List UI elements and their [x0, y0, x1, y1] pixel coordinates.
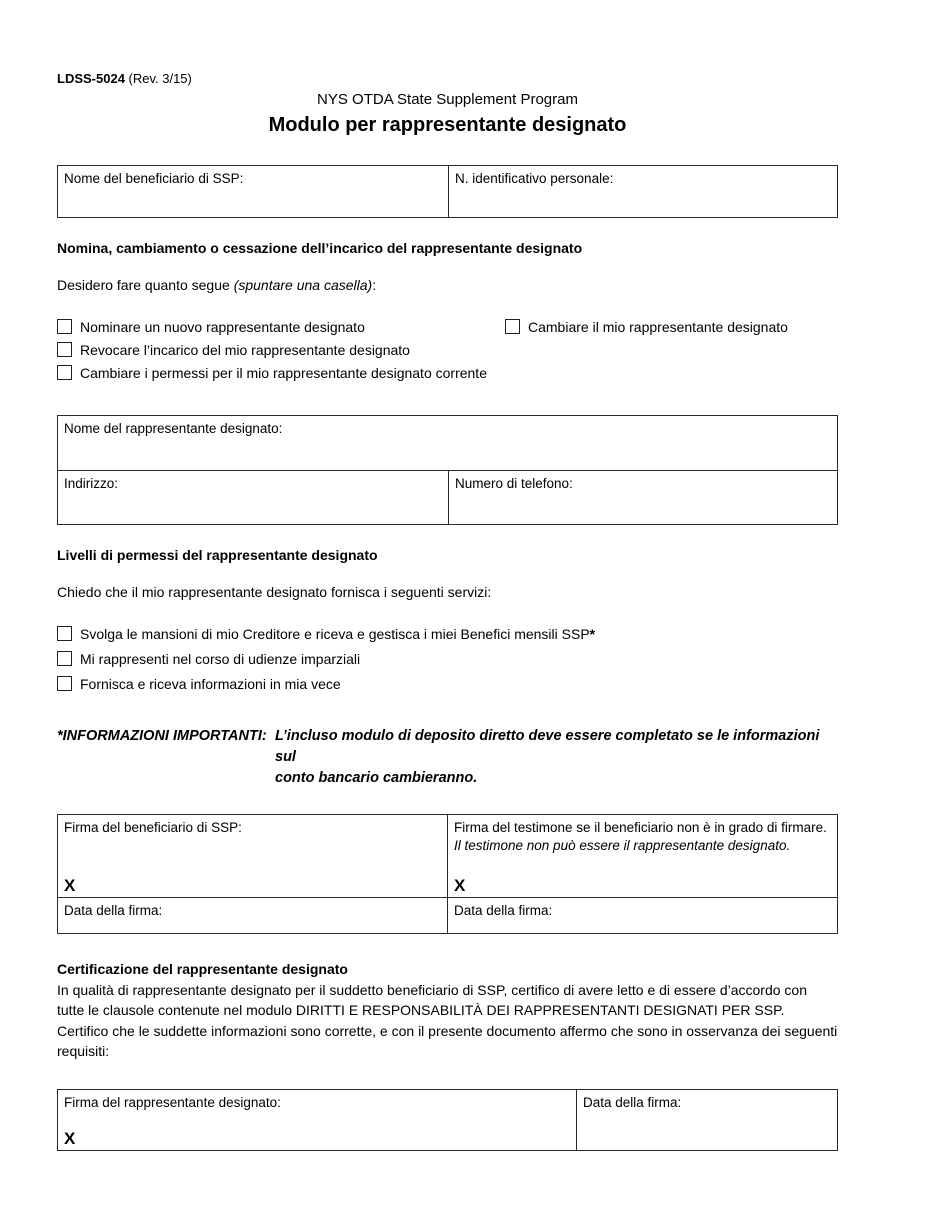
representative-signature-date-label: Data della firma: [583, 1094, 682, 1110]
beneficiary-name-field[interactable] [58, 166, 448, 217]
checkbox-cambiare-permessi[interactable] [57, 365, 72, 380]
important-note-label: *INFORMAZIONI IMPORTANTI: [57, 728, 267, 744]
certification-heading: Certificazione del rappresentante designato [57, 961, 348, 977]
option-cambiare-permessi [57, 364, 487, 382]
checkbox-nominare[interactable] [57, 319, 72, 334]
permissions-section-heading: Livelli di permessi del rappresentante designato [57, 547, 378, 563]
option-nominare [57, 318, 505, 336]
representative-signature-x-mark: X [64, 1128, 76, 1148]
appointment-intro-italic: (spuntare una casella) [233, 277, 373, 293]
option-cambiare-permessi-label: Cambiare i permessi per il mio rappresentante designato corrente [80, 365, 487, 381]
beneficiary-signature-x-mark: X [64, 876, 76, 895]
phone-label: Numero di telefono: [455, 476, 573, 491]
form-revision: (Rev. 3/15) [124, 71, 192, 86]
representative-signature-date-field[interactable] [576, 1090, 837, 1150]
important-note-text [275, 726, 838, 789]
page-title: Modulo per rappresentante designato [268, 114, 627, 136]
beneficiary-table [57, 165, 838, 218]
address-label: Indirizzo: [64, 476, 119, 491]
form-id: LDSS-5024 [57, 71, 125, 86]
checkbox-cambiare-rappresentante[interactable] [505, 319, 520, 334]
option-creditore-label [80, 625, 595, 643]
option-creditore [57, 625, 595, 643]
witness-label-regular: Firma del testimone se il beneficiario non è in grado di firmare. [454, 820, 827, 835]
checkbox-creditore[interactable] [57, 626, 72, 641]
representative-signature-field[interactable] [58, 1090, 576, 1150]
important-note-line2: conto bancario cambieranno. [275, 770, 478, 786]
representative-signature-label: Firma del rappresentante designato: [64, 1094, 281, 1110]
personal-id-field[interactable] [448, 166, 837, 217]
option-informazioni [57, 675, 341, 693]
option-revocare [57, 341, 410, 359]
program-name: NYS OTDA State Supplement Program [317, 91, 578, 108]
important-note-line1: L’incluso modulo di deposito diretto deve essere completato se le informazioni sul [275, 728, 820, 765]
witness-signature-date-label: Data della firma: [454, 903, 553, 918]
certification-body [57, 980, 838, 1062]
beneficiary-signature-label: Firma del beneficiario di SSP: [64, 820, 242, 835]
witness-label-italic: Il testimone non può essere il rappresentante designato. [454, 838, 791, 853]
appointment-section-heading: Nomina, cambiamento o cessazione dell’incarico del rappresentante designato [57, 240, 583, 256]
signature-table [57, 814, 838, 934]
beneficiary-signature-date-label: Data della firma: [64, 903, 163, 918]
option-udienze [57, 650, 360, 668]
checkbox-informazioni[interactable] [57, 676, 72, 691]
phone-field[interactable] [448, 471, 837, 524]
certification-line: Certifico che le suddette informazioni sono corrette, e con il presente documento affermo che sono in osservanza dei seguenti [57, 1022, 838, 1039]
beneficiary-name-label: Nome del beneficiario di SSP: [64, 171, 244, 186]
appointment-intro-suffix: : [372, 277, 377, 293]
representative-table [57, 415, 838, 525]
option-informazioni-label: Fornisca e riceva informazioni in mia vece [80, 676, 341, 692]
beneficiary-signature-field[interactable] [58, 815, 447, 897]
permissions-intro: Chiedo che il mio rappresentante designato fornisca i seguenti servizi: [57, 584, 492, 600]
option-cambiare-rappresentante [505, 318, 788, 336]
appointment-options [57, 318, 838, 387]
important-note [57, 726, 838, 789]
witness-signature-label [454, 820, 827, 853]
personal-id-label: N. identificativo personale: [455, 171, 614, 186]
representative-name-field[interactable] [58, 416, 837, 470]
form-id-line [57, 71, 838, 86]
appointment-intro [57, 277, 838, 294]
permissions-options [57, 625, 838, 700]
checkbox-revocare[interactable] [57, 342, 72, 357]
appointment-intro-regular: Desidero fare quanto segue [57, 277, 234, 293]
option-creditore-text: Svolga le mansioni di mio Creditore e riceva e gestisca i miei Benefici mensili SSP [80, 626, 590, 642]
option-revocare-label: Revocare l’incarico del mio rappresentante designato [80, 342, 410, 358]
certification-line: requisiti: [57, 1043, 110, 1059]
option-cambiare-rappresentante-label: Cambiare il mio rappresentante designato [528, 319, 788, 335]
option-nominare-label: Nominare un nuovo rappresentante designato [80, 319, 365, 335]
certification-line: tutte le clausole contenute nel modulo DIRITTI E RESPONSABILITÀ DEI RAPPRESENTANTI DESIGNATI PER SSP. [57, 1002, 785, 1018]
beneficiary-signature-date-field[interactable] [58, 898, 447, 933]
option-udienze-label: Mi rappresenti nel corso di udienze imparziali [80, 651, 361, 667]
representative-name-label: Nome del rappresentante designato: [64, 421, 283, 436]
certification-line: In qualità di rappresentante designato per il suddetto beneficiario di SSP, certifico di avere letto e di essere d’accordo con [57, 981, 807, 998]
witness-signature-field[interactable] [447, 815, 837, 897]
representative-signature-table [57, 1089, 838, 1151]
witness-signature-x-mark: X [454, 876, 466, 895]
checkbox-udienze[interactable] [57, 651, 72, 666]
witness-signature-date-field[interactable] [447, 898, 837, 933]
creditore-asterisk: * [589, 626, 596, 642]
address-field[interactable] [58, 471, 448, 524]
